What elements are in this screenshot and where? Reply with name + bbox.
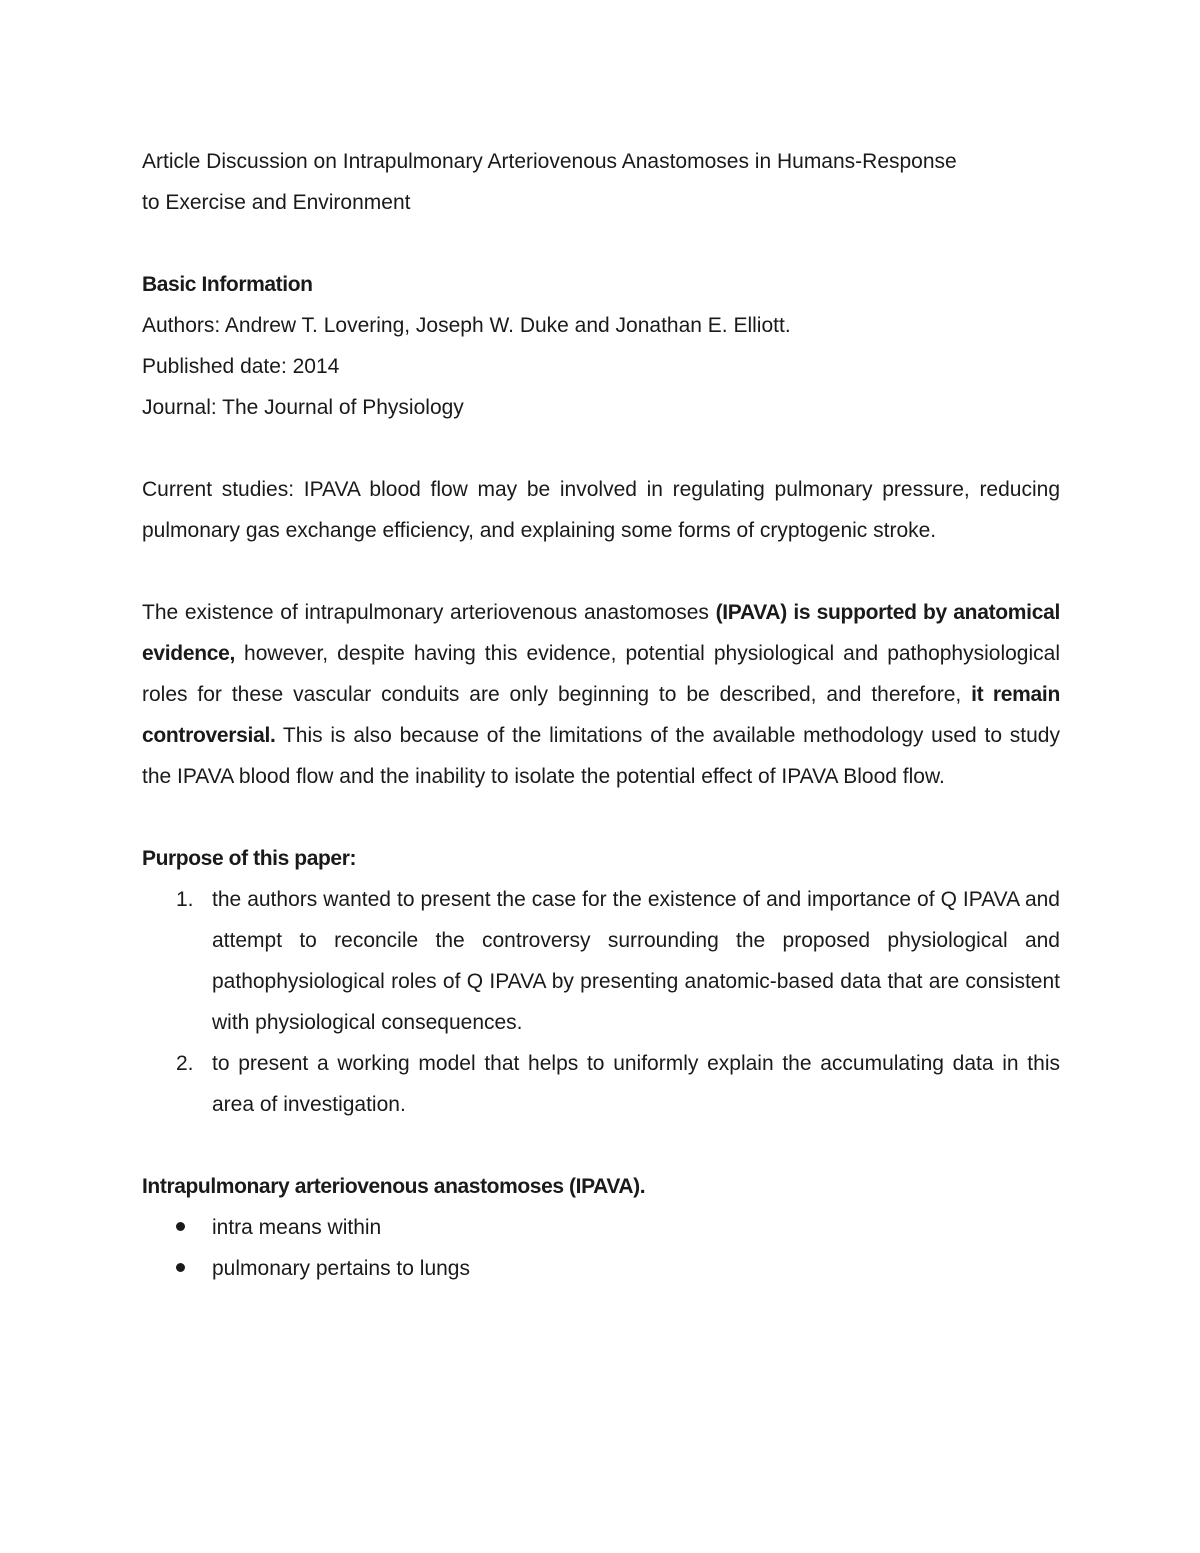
ipava-heading: Intrapulmonary arteriovenous anastomoses (IPAVA). bbox=[142, 1175, 646, 1198]
spacer bbox=[142, 551, 1060, 592]
document-title bbox=[142, 141, 1060, 223]
spacer bbox=[142, 223, 1060, 264]
list-item bbox=[142, 879, 1060, 1043]
existence-text-2: however, despite having this evidence, potential physiological and pathophysiological roles for these vascular conduits are only beginning to be described, and therefore, bbox=[142, 642, 1060, 706]
authors-line: Authors: Andrew T. Lovering, Joseph W. Duke and Jonathan E. Elliott. bbox=[142, 314, 791, 337]
bullet-icon bbox=[176, 1263, 185, 1272]
spacer bbox=[142, 428, 1060, 469]
existence-paragraph bbox=[142, 592, 1060, 797]
ipava-definition-list bbox=[142, 1207, 1060, 1289]
purpose-list bbox=[142, 879, 1060, 1125]
list-number: 1. bbox=[176, 888, 194, 911]
list-item-text: pulmonary pertains to lungs bbox=[212, 1257, 470, 1280]
title-line-2: to Exercise and Environment bbox=[142, 191, 411, 214]
basic-info-heading: Basic Information bbox=[142, 273, 313, 296]
existence-text-3: This is also because of the limitations of the available methodology used to study the IPAVA blood flow and the inability to isolate the potential effect of IPAVA Blood flow. bbox=[142, 724, 1060, 788]
list-item bbox=[142, 1248, 1060, 1289]
current-studies-paragraph: Current studies: IPAVA blood flow may be involved in regulating pulmonary pressure, reducing pulmonary gas exchange efficiency, and explaining some forms of cryptogenic stroke. bbox=[142, 478, 1060, 542]
existence-bold-1: (IPAVA) is supported by anatomical evidence, bbox=[142, 601, 1060, 665]
list-item-text: the authors wanted to present the case for the existence of and importance of Q IPAVA and attempt to reconcile the controversy surrounding the proposed physiological and pathophysiological roles of Q IPAVA by presenting anatomic-based data that are consistent with physiological consequences. bbox=[212, 888, 1060, 1034]
published-date-line: Published date: 2014 bbox=[142, 355, 340, 378]
list-item bbox=[142, 1207, 1060, 1248]
spacer bbox=[142, 1125, 1060, 1166]
document-page bbox=[142, 141, 1060, 1289]
purpose-heading: Purpose of this paper: bbox=[142, 847, 357, 870]
existence-bold-2: it remain controversial. bbox=[142, 683, 1060, 747]
list-item-text: to present a working model that helps to uniformly explain the accumulating data in this area of investigation. bbox=[212, 1052, 1060, 1116]
list-item bbox=[142, 1043, 1060, 1125]
title-line-1: Article Discussion on Intrapulmonary Arteriovenous Anastomoses in Humans-Response bbox=[142, 150, 957, 173]
list-number: 2. bbox=[176, 1052, 194, 1075]
journal-line: Journal: The Journal of Physiology bbox=[142, 396, 464, 419]
existence-text-1: The existence of intrapulmonary arteriovenous anastomoses bbox=[142, 601, 716, 624]
list-item-text: intra means within bbox=[212, 1216, 382, 1239]
spacer bbox=[142, 797, 1060, 838]
bullet-icon bbox=[176, 1222, 185, 1231]
